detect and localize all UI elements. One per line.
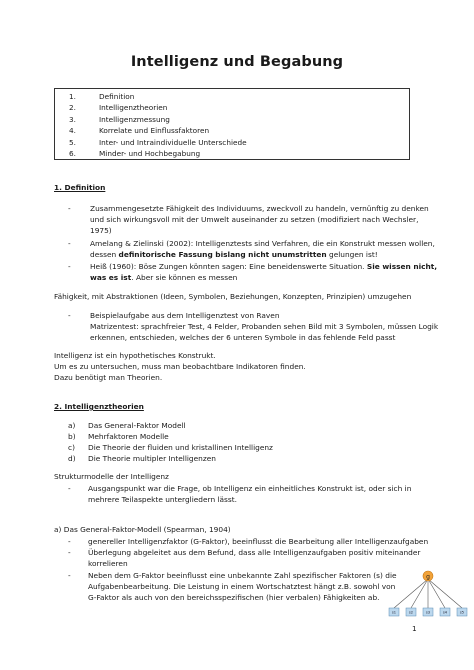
- paragraph-line: was es ist. Aber sie können es messen: [90, 273, 238, 282]
- toc-item[interactable]: 2. Intelligenztheorien: [69, 103, 168, 113]
- paragraph-line: G-Faktor als auch von den bereichsspezifischen (hier verbalen) Fähigkeiten ab.: [88, 593, 380, 602]
- bullet-dash: -: [68, 311, 71, 320]
- g-factor-label: g: [426, 573, 430, 581]
- list-marker: b): [68, 432, 76, 441]
- paragraph-line: Überlegung abgeleitet aus dem Befund, dass alle Intelligenzaufgaben positiv miteinander: [88, 548, 421, 557]
- paragraph-line: mehrere Teilaspekte untergliedern lässt.: [88, 495, 238, 504]
- paragraph-line: korrelieren: [88, 559, 128, 568]
- g-factor-diagram: [386, 568, 470, 618]
- paragraph-line: Strukturmodelle der Intelligenz: [54, 472, 169, 481]
- paragraph-line: 1975): [90, 226, 112, 235]
- bullet-dash: -: [68, 484, 71, 493]
- list-item: Die Theorie der fluiden und kristallinen Intelligenz: [88, 443, 273, 452]
- paragraph-line: dessen definitorische Fassung bislang nicht unumstritten gelungen ist!: [90, 250, 378, 259]
- bullet-dash: -: [68, 571, 71, 580]
- s-factor-label: s4: [442, 610, 448, 615]
- bullet-dash: -: [68, 548, 71, 557]
- paragraph-line: Ausgangspunkt war die Frage, ob Intelligenz ein einheitliches Konstrukt ist, oder sich in: [88, 484, 412, 493]
- list-marker: d): [68, 454, 76, 463]
- list-marker: c): [68, 443, 75, 452]
- section-heading-theories: 2. Intelligenztheorien: [54, 402, 144, 411]
- s-factor-label: s3: [425, 610, 431, 615]
- paragraph-line: genereller Intelligenzfaktor (G-Faktor), beeinflusst die Bearbeitung aller Intelligenzaufgaben: [88, 537, 429, 546]
- toc-item[interactable]: 6. Minder- und Hochbegabung: [69, 149, 201, 159]
- paragraph-line: Dazu benötigt man Theorien.: [54, 373, 163, 382]
- paragraph-line: Amelang & Zielinski (2002): Intelligenztests sind Verfahren, die ein Konstrukt messen wollen,: [90, 239, 435, 248]
- list-item: Mehrfaktoren Modelle: [88, 432, 169, 441]
- paragraph-line: Intelligenz ist ein hypothetisches Konstrukt.: [54, 351, 216, 360]
- paragraph-line: Matrizentest: sprachfreier Test, 4 Felder, Probanden sehen Bild mit 3 Symbolen, müssen Logik: [90, 322, 439, 331]
- list-item: Das General-Faktor Modell: [88, 421, 186, 430]
- paragraph-line: und sich wirkungsvoll mit der Umwelt auseinander zu setzen (modifiziert nach Wechsler,: [90, 215, 419, 224]
- s-factor-label: s5: [459, 610, 465, 615]
- table-of-contents: [54, 88, 410, 160]
- paragraph-line: Neben dem G-Faktor beeinflusst eine unbekannte Zahl spezifischer Faktoren (s) die: [88, 571, 397, 580]
- section-heading-definition: 1. Definition: [54, 183, 106, 192]
- bullet-dash: -: [68, 262, 71, 271]
- toc-item[interactable]: 1. Definition: [69, 92, 135, 101]
- bullet-dash: -: [68, 204, 71, 213]
- list-marker: a): [68, 421, 76, 430]
- page-number: 1: [412, 624, 417, 633]
- paragraph-line: Heiß (1960): Böse Zungen könnten sagen: Eine beneidenswerte Situation. Sie wissen nicht,: [90, 262, 438, 271]
- toc-item[interactable]: 4. Korrelate und Einflussfaktoren: [69, 126, 210, 136]
- page-title: Intelligenz und Begabung: [130, 54, 344, 70]
- bullet-dash: -: [68, 239, 71, 248]
- toc-item[interactable]: 5. Inter- und Intraindividuelle Unterschiede: [69, 137, 247, 147]
- paragraph-line: Zusammengesetzte Fähigkeit des Individuums, zweckvoll zu handeln, vernünftig zu denken: [90, 204, 429, 213]
- paragraph-line: Aufgabenbearbeitung. Die Leistung in einem Wortschatztest hängt z.B. sowohl von: [88, 582, 396, 591]
- bullet-dash: -: [68, 537, 71, 546]
- paragraph-line: Um es zu untersuchen, muss man beobachtbare Indikatoren finden.: [54, 362, 306, 371]
- paragraph-line: Fähigkeit, mit Abstraktionen (Ideen, Symbolen, Beziehungen, Konzepten, Prinzipien) umzugehen: [54, 292, 412, 301]
- paragraph-line: erkennen, entschieden, welches der 6 unteren Symbole in das fehlende Feld passt: [90, 333, 396, 342]
- paragraph-line: Beispielaufgabe aus dem Intelligenztest von Raven: [90, 311, 280, 320]
- subsection-heading: a) Das General-Faktor-Modell (Spearman, 1904): [54, 525, 231, 534]
- toc-item[interactable]: 3. Intelligenzmessung: [69, 114, 170, 124]
- list-item: Die Theorie multipler Intelligenzen: [88, 454, 216, 463]
- s-factor-label: s2: [408, 610, 414, 615]
- s-factor-label: s1: [391, 610, 397, 615]
